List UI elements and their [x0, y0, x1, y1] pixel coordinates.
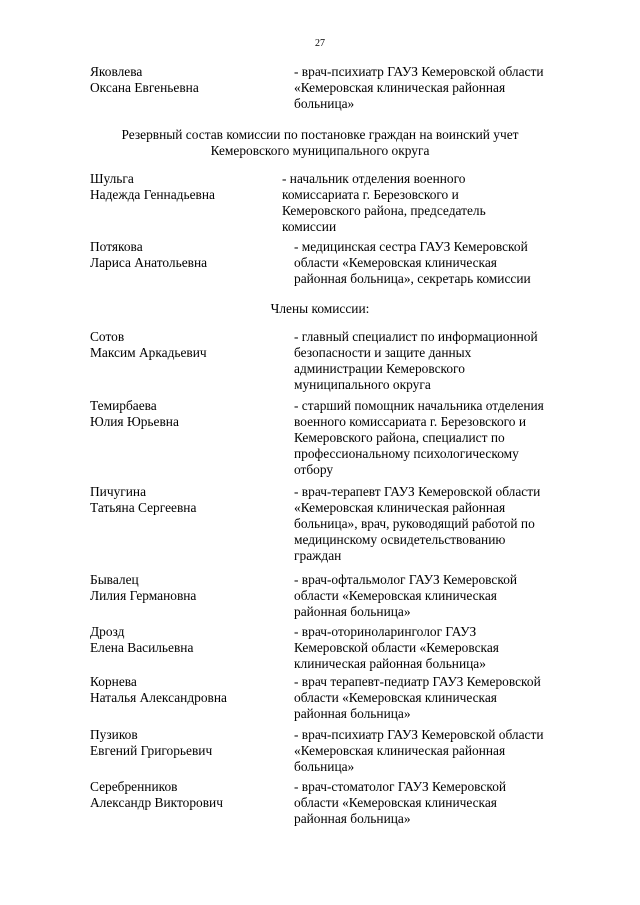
role-line: Кемеровской области «Кемеровская: [294, 639, 499, 655]
member-surname: Пичугина: [90, 484, 147, 499]
member-given-names: Александр Викторович: [90, 794, 223, 810]
members-heading: [0, 301, 640, 317]
member-surname: Темирбаева: [90, 398, 157, 413]
role-line: - врач-офтальмолог ГАУЗ Кемеровской: [294, 572, 518, 587]
member-name: [90, 171, 285, 203]
role-line: - медицинская сестра ГАУЗ Кемеровской: [294, 239, 528, 254]
member-given-names: Максим Аркадьевич: [90, 344, 207, 360]
member-role: [294, 727, 614, 775]
role-line: - врач-стоматолог ГАУЗ Кемеровской: [294, 779, 507, 794]
member-name: [90, 239, 285, 271]
role-line: комиссии: [282, 218, 337, 234]
member-given-names: Татьяна Сергеевна: [90, 499, 197, 515]
member-given-names: Надежда Геннадьевна: [90, 186, 215, 202]
member-surname: Потякова: [90, 239, 143, 254]
member-surname: Корнева: [90, 674, 137, 689]
role-line: - старший помощник начальника отделения: [294, 398, 544, 413]
role-line: военного комиссариата г. Березовского и: [294, 413, 527, 429]
member-name: [90, 398, 285, 430]
member-name: [90, 64, 285, 96]
reserve-composition-heading: [0, 127, 640, 159]
member-surname: Сотов: [90, 329, 125, 344]
member-name: [90, 572, 285, 604]
role-line: - врач-психиатр ГАУЗ Кемеровской области: [294, 727, 544, 742]
role-line: медицинскому освидетельствованию: [294, 531, 506, 547]
role-line: «Кемеровская клиническая районная: [294, 499, 506, 515]
member-name: [90, 329, 285, 361]
page-number: 27: [315, 38, 325, 49]
role-line: комиссариата г. Березовского и: [282, 186, 459, 202]
heading-line: Резервный состав комиссии по постановке граждан на воинский учет: [121, 127, 519, 142]
role-line: - главный специалист по информационной: [294, 329, 538, 344]
role-line: «Кемеровская клиническая районная: [294, 79, 506, 95]
role-line: граждан: [294, 547, 342, 563]
member-given-names: Лариса Анатольевна: [90, 254, 208, 270]
role-line: администрации Кемеровского: [294, 360, 465, 376]
role-line: безопасности и защите данных: [294, 344, 472, 360]
member-given-names: Наталья Александровна: [90, 689, 227, 705]
heading-line: Кемеровского муниципального округа: [210, 142, 430, 158]
member-name: [90, 674, 285, 706]
member-role: [294, 779, 614, 827]
member-name: [90, 779, 285, 811]
role-line: - начальник отделения военного: [282, 171, 466, 186]
member-surname: Дрозд: [90, 624, 125, 639]
role-line: области «Кемеровская клиническая: [294, 254, 497, 270]
member-given-names: Лилия Германовна: [90, 587, 197, 603]
member-given-names: Елена Васильевна: [90, 639, 194, 655]
member-name: [90, 727, 285, 759]
role-line: «Кемеровская клиническая районная: [294, 742, 506, 758]
role-line: области «Кемеровская клиническая: [294, 587, 497, 603]
member-surname: Серебренников: [90, 779, 178, 794]
role-line: клиническая районная больница»: [294, 655, 486, 671]
role-line: Кемеровского района, председатель: [282, 202, 486, 218]
member-role: [294, 674, 614, 722]
role-line: отбору: [294, 461, 334, 477]
role-line: Кемеровского района, специалист по: [294, 429, 505, 445]
role-line: муниципального округа: [294, 376, 431, 392]
role-line: - врач-терапевт ГАУЗ Кемеровской области: [294, 484, 541, 499]
member-role: [294, 572, 614, 620]
member-given-names: Оксана Евгеньевна: [90, 79, 199, 95]
member-surname: Пузиков: [90, 727, 138, 742]
member-role: [294, 239, 614, 287]
member-role: [294, 329, 614, 393]
member-name: [90, 624, 285, 656]
role-line: больница»: [294, 758, 355, 774]
member-role: [294, 624, 614, 672]
member-role: [294, 64, 614, 112]
member-surname: Бывалец: [90, 572, 139, 587]
role-line: профессиональному психологическому: [294, 445, 519, 461]
role-line: больница», врач, руководящий работой по: [294, 515, 535, 531]
role-line: - врач-психиатр ГАУЗ Кемеровской области: [294, 64, 544, 79]
role-line: - врач терапевт-педиатр ГАУЗ Кемеровской: [294, 674, 541, 689]
member-given-names: Евгений Григорьевич: [90, 742, 213, 758]
role-line: районная больница»: [294, 810, 411, 826]
member-name: [90, 484, 285, 516]
role-line: районная больница», секретарь комиссии: [294, 270, 531, 286]
member-role: [294, 484, 614, 564]
member-surname: Шульга: [90, 171, 134, 186]
heading-line: Члены комиссии:: [270, 301, 370, 316]
member-given-names: Юлия Юрьевна: [90, 413, 179, 429]
role-line: области «Кемеровская клиническая: [294, 689, 497, 705]
member-role: [282, 171, 602, 235]
member-surname: Яковлева: [90, 64, 143, 79]
role-line: области «Кемеровская клиническая: [294, 794, 497, 810]
role-line: районная больница»: [294, 603, 411, 619]
member-role: [294, 398, 614, 478]
role-line: больница»: [294, 95, 355, 111]
role-line: - врач-оториноларинголог ГАУЗ: [294, 624, 477, 639]
role-line: районная больница»: [294, 705, 411, 721]
